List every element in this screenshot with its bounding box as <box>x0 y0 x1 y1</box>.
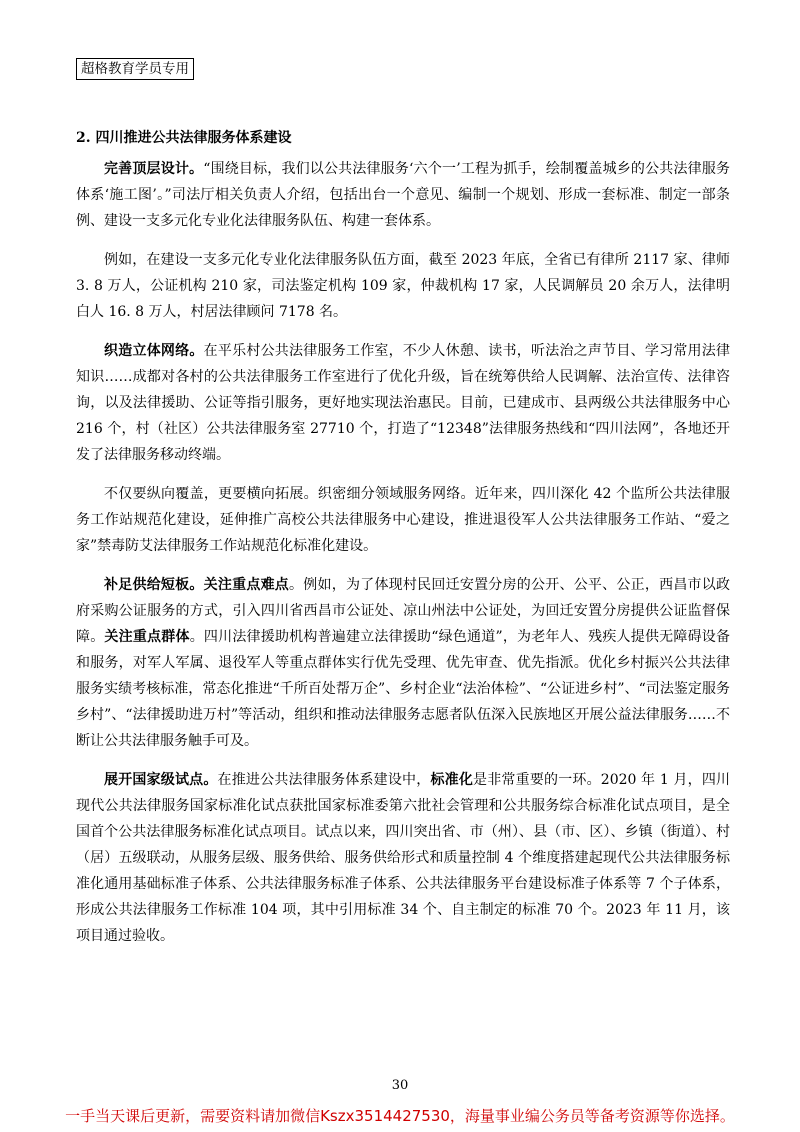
paragraph-text-continued: 。四川法律援助机构普遍建立法律援助“绿色通道”，为老年人、残疾人提供无障碍设备和服务，对军人军属、退役军人等重点群体实行优先受理、优先审查、优先指派。优化乡村振兴公共法律服务实绩考核标准，常态化推进“千所百处帮万企”、乡村企业“法治体检”、“公证进乡村”、“司法鉴定服务乡村”、“法律援助进万村”等活动，组织和推动法律服务志愿者队伍深入民族地区开展公益法律服务……不断让公共法律服务触手可及。 <box>76 629 731 749</box>
paragraph-top-level-design <box>76 156 730 234</box>
paragraph-lead: 补足供给短板。 <box>104 577 204 593</box>
page-number: 30 <box>391 1078 409 1093</box>
header-stamp: 超格教育学员专用 <box>76 58 194 80</box>
paragraph-lead-secondary: 标准化 <box>430 772 474 788</box>
paragraph-text: 在平乐村公共法律服务工作室，不少人休憩、读书，听法治之声节目、学习常用法律知识……成都对各村的公共法律服务工作室进行了优化升级，旨在统筹供给人民调解、法治宣传、法律咨询，以及法律援助、公证等指引服务，更好地实现法治惠民。目前，已建成市、县两级公共法律服务中心 216 个，村（社区）公共法律服务室 27710 个，打造了“12348”法律服务热线和“四川法网”，各地还开发了法律服务移动终端。 <box>76 343 731 463</box>
article-body <box>76 128 730 962</box>
paragraph-horizontal-expansion <box>76 481 730 559</box>
paragraph-lead: 展开国家级试点。 <box>104 772 218 788</box>
paragraph-supply-shortfalls <box>76 572 730 754</box>
paragraph-text: 。例如，为了体现村民回迁安置分房的公开、公平、公正，西昌市以政府采购公证服务的方式，引入四川省西昌市公证处、凉山州法中公证处，为回迁安置分房提供公证监督保障。 <box>76 577 731 645</box>
paragraph-lead-tertiary: 关注重点群体 <box>104 629 190 645</box>
paragraph-lead: 完善顶层设计。 <box>104 161 204 177</box>
paragraph-legal-team-stats <box>76 247 730 325</box>
paragraph-national-pilot <box>76 767 730 949</box>
paragraph-network <box>76 338 730 468</box>
paragraph-text: “围绕目标，我们以公共法律服务‘六个一’工程为抓手，绘制覆盖城乡的公共法律服务体系‘施工图’。”司法厅相关负责人介绍，包括出台一个意见、编制一个规划、形成一套标准、制定一部条例、建设一支多元化专业化法律服务队伍、构建一套体系。 <box>76 161 730 229</box>
paragraph-lead-secondary: 关注重点难点 <box>203 577 290 593</box>
paragraph-lead: 织造立体网络。 <box>104 343 204 359</box>
paragraph-text-continued: 是非常重要的一环。2020 年 1 月，四川现代公共法律服务国家标准化试点获批国家标准委第六批社会管理和公共服务综合标准化试点项目，是全国首个公共法律服务标准化试点项目。试点以来，四川突出省、市（州）、县（市、区）、乡镇（街道）、村（居）五级联动，从服务层级、服务供给、服务供给形式和质量控制 4 个维度搭建起现代公共法律服务标准化通用基础标准子体系、公共法律服务标准子体系、公共法律服务平台建设标准子体系等 7 个子体系，形成公共法律服务工作标准 104 项，其中引用标准 34 个、自主制定的标准 70 个。2023 年 11 月，该项目通过验收。 <box>76 772 731 944</box>
section-title: 2. 四川推进公共法律服务体系建设 <box>76 130 292 146</box>
paragraph-text: 在推进公共法律服务体系建设中， <box>217 772 431 788</box>
footer-promo-note: 一手当天课后更新，需要资料请加微信Kszx3514427530，海量事业编公务员等备考资源等你选择。 <box>65 1107 735 1125</box>
paragraph-text: 例如，在建设一支多元化专业化法律服务队伍方面，截至 2023 年底，全省已有律所 2117 家、律师 3. 8 万人，公证机构 210 家，司法鉴定机构 109 家，仲裁机构 17 家，人民调解员 20 余万人，法律明白人 16. 8 万人，村居法律顾问 7178 名。 <box>76 252 730 320</box>
paragraph-text: 不仅要纵向覆盖，更要横向拓展。织密细分领域服务网络。近年来，四川深化 42 个监所公共法律服务工作站规范化建设，延伸推广高校公共法律服务中心建设，推进退役军人公共法律服务工作站、“爱之家”禁毒防艾法律服务工作站规范化标准化建设。 <box>76 486 730 554</box>
